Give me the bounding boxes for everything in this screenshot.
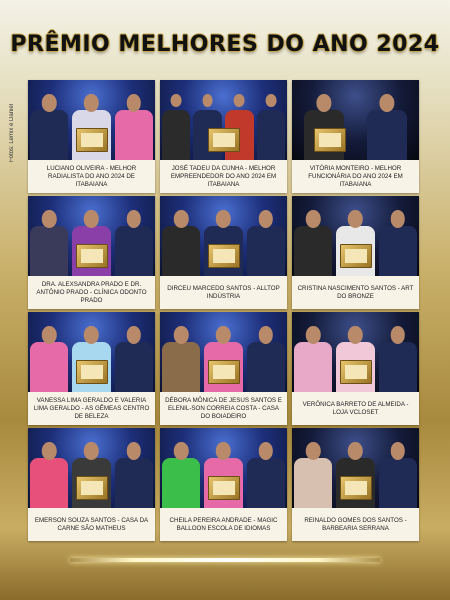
award-caption: DIRCEU MARCEDO SANTOS - ALLTOP INDÚSTRIA [167,284,280,300]
award-caption: EMERSON SOUZA SANTOS - CASA DA CARNE SÃO MATHEUS [34,516,149,532]
person-figure [115,320,153,392]
award-plaque [76,360,108,384]
award-plaque [76,244,108,268]
award-card [28,312,155,425]
person-figure [162,436,200,508]
award-caption: CHEILA PEREIRA ANDRADE - MAGIC BALLOON ESCOLA DE IDIOMAS [169,516,278,532]
award-caption: VERÔNICA BARRETO DE ALMEIDA - LOJA VCLOSET [302,400,409,416]
award-caption: JOSÉ TADEU DA CUNHA - MELHOR EMPREENDEDOR DO ANO 2024 EM ITABAIANA [170,164,277,188]
award-caption: DRA. ALEXSANDRA PRADO E DR. ANTÔNIO PRADO - CLÍNICA ODONTO PRADO [36,280,147,304]
person-figure [115,204,153,276]
award-photo [160,428,287,508]
award-plaque [208,476,240,500]
award-photo [28,428,155,508]
award-caption: LUCIANO OLIVEIRA - MELHOR RADIALISTA DO ANO 2024 DE ITABAIANA [46,164,137,188]
person-figure [30,436,68,508]
award-card [160,80,287,193]
person-figure [367,88,407,160]
person-figure [379,320,417,392]
person-figure [257,88,286,160]
award-card [160,196,287,309]
person-figure [294,320,332,392]
award-photo [292,80,419,160]
award-card [28,80,155,193]
person-figure [162,320,200,392]
person-figure [247,320,285,392]
award-photo [292,196,419,276]
award-plaque [340,244,372,268]
award-photo [160,312,287,392]
person-figure [379,204,417,276]
person-figure [247,204,285,276]
award-plaque [208,128,240,152]
award-grid [28,80,420,544]
person-figure [30,204,68,276]
award-photo [160,196,287,276]
award-card [160,312,287,425]
award-card [292,428,419,541]
award-caption: VITÓRIA MONTEIRO - MELHOR FUNCIONÁRIA DO ANO 2024 EM ITABAIANA [308,164,403,188]
award-photo [28,196,155,276]
award-caption: DÉBORA MÔNICA DE JESUS SANTOS E ELENIL-SON CORREIA COSTA - CASA DO BOIADEIRO [165,396,282,420]
person-figure [294,204,332,276]
award-plaque [76,476,108,500]
award-photo [28,312,155,392]
award-card [292,312,419,425]
award-card [160,428,287,541]
person-figure [30,88,68,160]
person-figure [30,320,68,392]
person-figure [247,436,285,508]
award-photo [160,80,287,160]
award-caption: REINALDO GOMES DOS SANTOS - BARBEARIA SERRANA [304,516,407,532]
person-figure [115,88,153,160]
person-figure [379,436,417,508]
award-plaque [208,244,240,268]
photo-credit: Fotos: Lemix e Daniel [9,103,15,162]
award-card [28,196,155,309]
award-plaque [208,360,240,384]
person-figure [115,436,153,508]
award-card [28,428,155,541]
award-plaque [76,128,108,152]
award-photo [28,80,155,160]
award-caption: VANESSA LIMA GERALDO E VALERIA LIMA GERALDO - AS GÊMEAS CENTRO DE BELEZA [33,396,150,420]
award-photo [292,312,419,392]
award-card [292,80,419,193]
award-plaque [314,128,346,152]
page-title: PRÊMIO MELHORES DO ANO 2024 [10,32,440,57]
person-figure [162,204,200,276]
person-figure [162,88,191,160]
award-plaque [340,476,372,500]
person-figure [294,436,332,508]
award-photo [292,428,419,508]
decorative-light-bar [70,558,380,562]
award-card [292,196,419,309]
award-plaque [340,360,372,384]
award-caption: CRISTINA NASCIMENTO SANTOS - ART DO BRONZE [297,284,414,300]
